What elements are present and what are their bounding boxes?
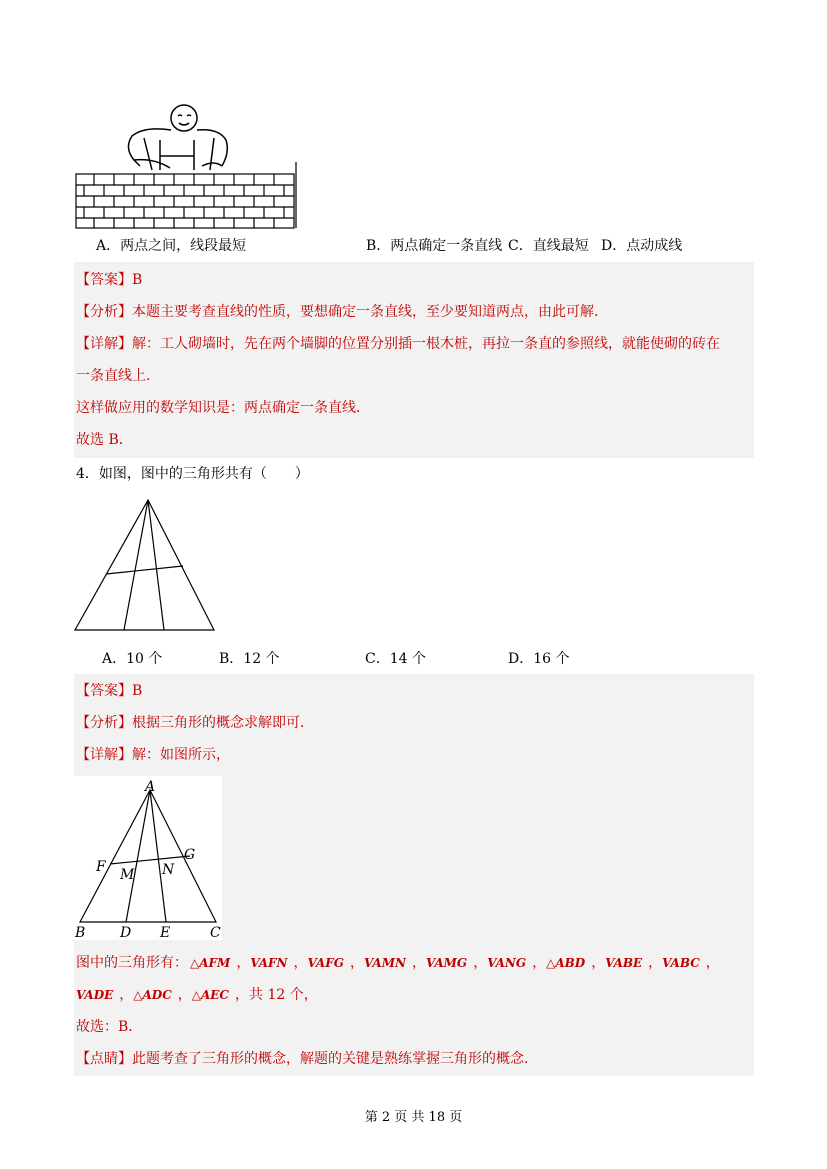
q3-solution-box [74, 262, 754, 458]
triangle-adc: △ADC [133, 988, 172, 1002]
worker-wall-figure [74, 100, 300, 230]
page-footer: 第 2 页 共 18 页 [364, 1110, 463, 1125]
q3-detail-1: 【详解】解：工人砌墙时，先在两个墙脚的位置分别插一根木桩，再拉一条直的参照线，就能使砌的砖在 [76, 336, 720, 352]
label-a: A [145, 779, 156, 795]
q4-option-b: B．12 个 [219, 651, 280, 667]
label-n: N [162, 862, 175, 878]
q4-answer: 【答案】B [76, 683, 143, 699]
q3-option-c: C．直线最短 [508, 238, 589, 254]
label-e: E [160, 925, 171, 940]
label-f: F [96, 859, 106, 875]
triangle-ade: VADE [76, 988, 114, 1002]
triangle-abe: VABE [605, 956, 643, 970]
triangles-line-1: 图中的三角形有： △AFM ，VAFN ，VAFG ，VAMN ，VAMG ，VANG ，△ABD ，VABE ，VABC ， [76, 955, 720, 971]
triangles-line-2: VADE ，△ADC ，△AEC ，共 12 个， [76, 987, 318, 1003]
triangle-abd: △ABD [546, 956, 586, 970]
q4-option-c: C．14 个 [365, 651, 426, 667]
triangles-total: ，共 12 个， [235, 987, 318, 1003]
triangle-afm: △AFM [190, 956, 231, 970]
q4-triangle-figure [72, 498, 218, 634]
q4-option-a: A．10 个 [102, 651, 163, 667]
triangle-afn: VAFN [250, 956, 288, 970]
label-b: B [75, 925, 86, 940]
q4-option-d: D．16 个 [508, 651, 570, 667]
q4-conclusion: 故选：B． [76, 1019, 143, 1035]
q3-answer: 【答案】B [76, 272, 143, 288]
q4-comment: 【点睛】此题考查了三角形的概念，解题的关键是熟练掌握三角形的概念． [76, 1051, 538, 1067]
triangle-amg: VAMG [425, 956, 468, 970]
q4-labeled-figure [74, 776, 222, 940]
q4-analysis: 【分析】根据三角形的概念求解即可． [76, 715, 314, 731]
triangle-amn: VAMN [364, 956, 406, 970]
label-m: M [120, 867, 135, 883]
q3-option-a: A．两点之间，线段最短 [96, 238, 247, 254]
label-c: C [210, 925, 221, 940]
triangle-abc: VABC [662, 956, 700, 970]
q3-option-d: D．点动成线 [601, 238, 683, 254]
q4-question: 4．如图，图中的三角形共有（ ） [76, 466, 309, 482]
label-g: G [184, 847, 196, 863]
triangle-aec: △AEC [191, 988, 229, 1002]
triangle-ang: VANG [487, 956, 527, 970]
q3-detail-3: 这样做应用的数学知识是：两点确定一条直线． [76, 400, 370, 416]
triangle-afg: VAFG [307, 956, 344, 970]
label-d: D [120, 925, 132, 940]
q3-option-b: B．两点确定一条直线 [366, 238, 503, 254]
q3-analysis: 【分析】本题主要考查直线的性质，要想确定一条直线，至少要知道两点，由此可解． [76, 304, 608, 320]
q4-detail: 【详解】解：如图所示， [76, 747, 230, 763]
q3-detail-4: 故选 B． [76, 432, 133, 448]
q3-detail-2: 一条直线上． [76, 368, 160, 384]
